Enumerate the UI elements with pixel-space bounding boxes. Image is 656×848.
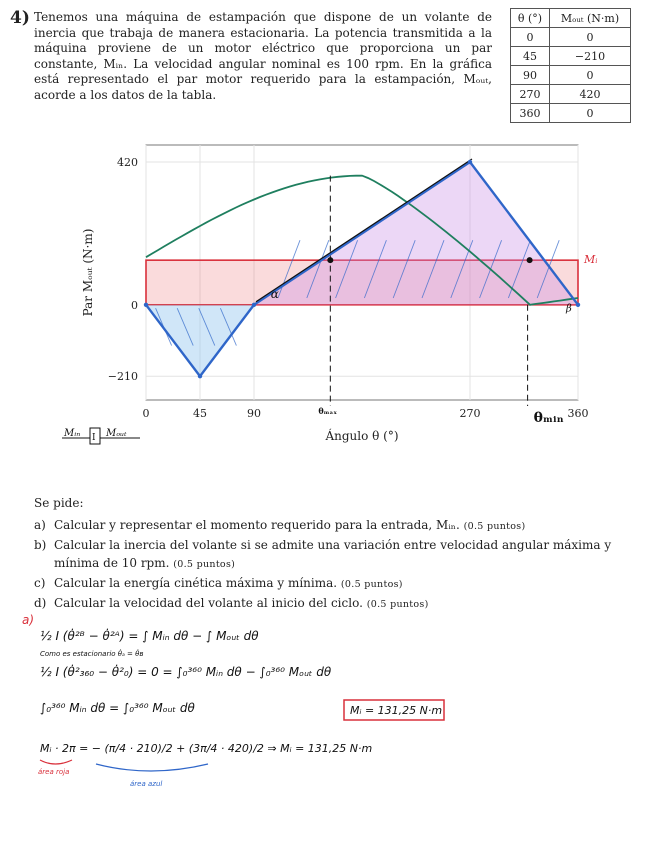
diagram-mout-label: Mₒᵤₜ xyxy=(106,428,127,439)
hw-line2: ½ I (θ̇²₃₆₀ − θ̇²₀) = 0 = ∫₀³⁶⁰ Mᵢₙ dθ − ∫₀³⁶⁰ Mₒᵤₜ dθ xyxy=(40,665,332,679)
problem-number: 4) xyxy=(10,8,30,28)
table-cell: 270 xyxy=(511,85,550,104)
table-row xyxy=(511,66,631,85)
hw-result: Mᵢ = 131,25 N·m xyxy=(350,704,443,717)
data-point xyxy=(198,374,202,378)
hw-line4: Mᵢ · 2π = − (π/4 · 210)/2 + (3π/4 · 420)/2 ⇒ Mᵢ = 131,25 N·m xyxy=(40,742,373,755)
table-cell: −210 xyxy=(550,47,631,66)
task-c xyxy=(34,574,644,594)
x-tick-label: 0 xyxy=(142,407,150,420)
table-row xyxy=(511,104,631,123)
y-axis-label: Par Mₒᵤₜ (N·m) xyxy=(81,228,95,317)
table-cell: 360 xyxy=(511,104,550,123)
data-point xyxy=(252,303,256,307)
x-axis-label: Ángulo θ (°) xyxy=(325,429,399,443)
tasks-intro: Se pide: xyxy=(34,496,84,510)
x-tick-label: 270 xyxy=(459,407,481,420)
diagram-min-label: Mᵢₙ xyxy=(64,428,81,439)
theta-max-label: θₘₐₓ xyxy=(318,406,338,416)
x-tick-label: 45 xyxy=(193,407,207,420)
data-table xyxy=(510,8,631,123)
tasks-section xyxy=(34,494,644,614)
table-cell: 0 xyxy=(550,66,631,85)
handwritten-solution xyxy=(0,600,656,800)
data-point xyxy=(468,160,472,164)
task-text: Calcular la energía cinética máxima y mínima. (0.5 puntos) xyxy=(54,576,403,590)
table-row xyxy=(511,47,631,66)
table-header-row xyxy=(511,9,631,28)
hw-under-right: área azul xyxy=(130,780,163,788)
problem-statement: Tenemos una máquina de estampación que dispone de un volante de inercia que trabaja de manera estacionaria. La potencia transmitida a la máquina proviene de un motor eléctrico que proporciona un par constante, Mᵢₙ. La velocidad angular nominal es 100 rpm. En la gráfica está representado el par motor requerido para la estampación, Mₒᵤₜ, acorde a los datos de la tabla. xyxy=(34,10,492,102)
y-tick-label: 420 xyxy=(117,156,138,169)
table-cell: 0 xyxy=(511,28,550,47)
torque-chart xyxy=(64,145,610,445)
alpha-label: α xyxy=(270,287,279,301)
hw-note: Como es estacionario θ̇ₐ = θ̇ʙ xyxy=(40,650,144,658)
mi-label: Mᵢ xyxy=(584,253,598,267)
hw-under-left: área roja xyxy=(38,768,70,776)
table-cell: 90 xyxy=(511,66,550,85)
task-letter: d) xyxy=(34,596,47,610)
hw-label: a) xyxy=(22,613,35,627)
table-cell: 45 xyxy=(511,47,550,66)
task-text: Calcular la inercia del volante si se admite una variación entre velocidad angular máxima y mínima de 10 rpm. (0.5 puntos) xyxy=(54,538,612,570)
hw-brace-red xyxy=(40,760,72,764)
task-letter: a) xyxy=(34,518,46,532)
task-a xyxy=(34,516,644,536)
diagram-box-label: I xyxy=(92,433,96,443)
theta-min-label: θₘᵢₙ xyxy=(533,410,564,426)
theta-min-point xyxy=(527,257,533,263)
y-tick-label: 0 xyxy=(131,298,138,312)
x-tick-label: 90 xyxy=(247,407,261,420)
task-letter: b) xyxy=(34,538,47,552)
x-tick-label: 360 xyxy=(567,407,589,420)
table-cell: 0 xyxy=(550,104,631,123)
table-cell: 420 xyxy=(550,85,631,104)
table-row xyxy=(511,85,631,104)
beta-label: β xyxy=(566,303,572,315)
table-header: Mₒᵤₜ (N·m) xyxy=(550,9,631,28)
task-b xyxy=(34,536,644,574)
y-tick-label: −210 xyxy=(107,370,138,384)
task-text: Calcular y representar el momento requerido para la entrada, Mᵢₙ. (0.5 puntos) xyxy=(54,518,526,532)
data-point xyxy=(144,303,148,307)
hw-brace-blue xyxy=(96,764,208,771)
task-text: Calcular la velocidad del volante al inicio del ciclo. (0.5 puntos) xyxy=(54,596,429,610)
hw-line1: ½ I (θ̇²ᴮ − θ̇²ᴬ) = ∫ Mᵢₙ dθ − ∫ Mₒᵤₜ dθ xyxy=(40,629,259,643)
table-cell: 0 xyxy=(550,28,631,47)
table-header: θ (°) xyxy=(511,9,550,28)
task-letter: c) xyxy=(34,576,46,590)
table-row xyxy=(511,28,631,47)
hw-line3: ∫₀³⁶⁰ Mᵢₙ dθ = ∫₀³⁶⁰ Mₒᵤₜ dθ xyxy=(40,701,195,715)
data-point xyxy=(576,303,580,307)
